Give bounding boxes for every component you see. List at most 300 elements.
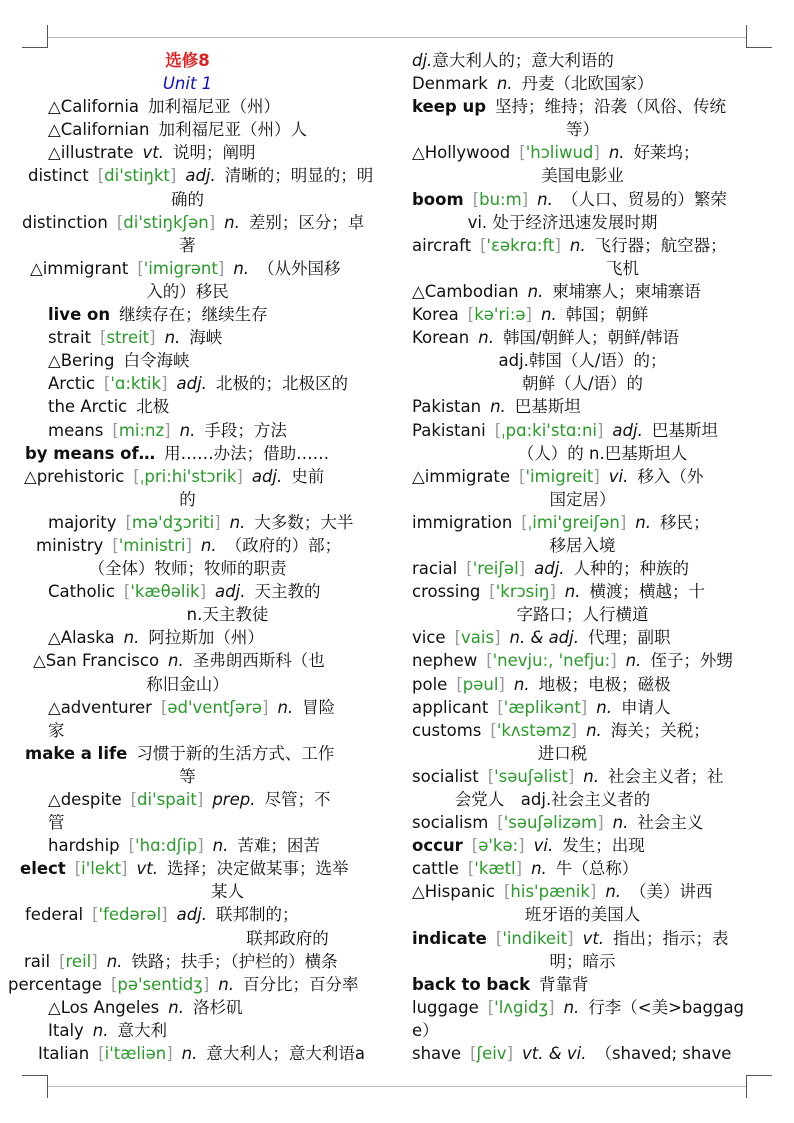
vocab-entry: [410, 649, 755, 672]
definition: 意大利: [117, 1020, 167, 1040]
definition: 加利福尼亚（州）: [148, 97, 281, 117]
part-of-speech: n.: [635, 512, 651, 532]
part-of-speech: n.: [605, 882, 622, 902]
definition: 史前: [291, 466, 325, 486]
definition: 阿拉斯加（州）: [148, 628, 264, 648]
part-of-speech: n.: [583, 766, 599, 786]
vocab-entry: [410, 188, 755, 234]
entry-line: [410, 834, 755, 857]
definition: 百分比；百分率: [242, 974, 359, 994]
part-of-speech: adj.: [534, 559, 565, 579]
headword: △immigrant: [30, 258, 129, 278]
headword: elect: [20, 859, 66, 879]
entry-line: [0, 1042, 375, 1065]
part-of-speech: n.: [625, 651, 642, 671]
vocab-entry: [0, 834, 375, 857]
entry-line: [410, 973, 755, 996]
headword: majority: [48, 512, 117, 532]
entry-line: [0, 465, 375, 488]
headword: percentage: [8, 974, 102, 994]
definition: 海峡: [189, 328, 223, 348]
definition-continuation: e）: [412, 1020, 439, 1040]
unit-title: Unit 1: [162, 74, 213, 94]
part-of-speech: adj.: [176, 374, 207, 394]
headword: socialist: [412, 766, 479, 786]
entry-line: [0, 857, 375, 880]
entry-line: [0, 303, 375, 326]
definition: 代理；副职: [588, 628, 671, 648]
definition-continuation: 移居入境: [549, 535, 616, 555]
definition: 巴基斯坦: [651, 420, 718, 440]
part-of-speech: n.: [168, 997, 184, 1017]
phonetic: [ 'fedərəl ]: [92, 905, 168, 924]
part-of-speech: n.: [612, 813, 629, 833]
vocab-entry: [0, 788, 375, 834]
definition: （美）讲西: [630, 882, 713, 902]
part-of-speech: n.: [224, 212, 240, 232]
phonetic: [ i'tæliən ]: [98, 1044, 172, 1063]
vocab-entry: [410, 765, 755, 811]
headword: hardship: [48, 836, 120, 856]
definition: 选择；决定做某事；选举: [166, 859, 349, 879]
definition: 好莱坞；: [633, 143, 700, 163]
entry-line: [0, 996, 375, 1019]
vocab-entry: [410, 673, 755, 696]
phonetic: [ vais ]: [455, 628, 501, 647]
vocab-entry: [0, 903, 375, 949]
entry-line: [0, 580, 375, 603]
part-of-speech: n.: [200, 535, 217, 555]
phonetic: [ reil ]: [59, 952, 98, 971]
vocab-entry: [0, 649, 375, 695]
part-of-speech: n.: [496, 74, 513, 94]
crop-mark-tl-h: [22, 47, 48, 48]
phonetic: [ 'kætl ]: [468, 859, 522, 878]
phonetic: [ ˌimi'greiʃən ]: [521, 513, 626, 532]
definition: 意大利人的；意大利语的: [432, 51, 614, 70]
volume-title: 选修8: [165, 51, 210, 70]
vocab-entry: [410, 557, 755, 580]
entry-line: [410, 303, 755, 326]
definition: 苦难；困苦: [237, 836, 320, 856]
entry-line: [0, 626, 375, 649]
vocab-entry: [0, 326, 375, 349]
phonetic: [ i'lekt ]: [75, 859, 128, 878]
entry-line: [0, 973, 375, 996]
headword: △Cambodian: [412, 281, 519, 301]
headword: live on: [48, 305, 111, 325]
entry-line: [0, 211, 375, 234]
definition: 说明；阐明: [172, 143, 256, 163]
headword: △San Francisco: [33, 651, 160, 671]
headword: △immigrate: [412, 466, 510, 486]
crop-mark-bl: [47, 1075, 48, 1098]
crop-mark-br-h: [746, 1075, 772, 1076]
phonetic: [ mi:nz ]: [112, 421, 170, 440]
definition: 差别；区分；卓: [248, 212, 365, 232]
headword: rail: [24, 951, 51, 971]
vocab-entry: [0, 696, 375, 742]
headword: Denmark: [412, 74, 488, 94]
headword: △prehistoric: [24, 466, 125, 486]
phonetic: [ 'ɛəkrɑ:ft ]: [480, 236, 561, 255]
phonetic: [ streit ]: [100, 328, 156, 347]
crop-mark-tr: [746, 25, 747, 48]
part-of-speech: n.: [569, 235, 586, 255]
headword: Catholic: [48, 582, 115, 602]
phonetic: [ 'kæθəlik ]: [124, 582, 206, 601]
headword: crossing: [412, 582, 481, 602]
definition: 北极的；北极区的: [215, 374, 348, 394]
vocab-entry: [410, 234, 755, 280]
vocab-entry: [410, 626, 755, 649]
vocab-entry: [0, 257, 375, 303]
entry-line: [0, 696, 375, 719]
phonetic: [ əd'ventʃərə ]: [161, 698, 269, 717]
definition: 海关；关税；: [610, 720, 710, 740]
headword: Pakistani: [412, 420, 486, 440]
definition-continuation: 等: [179, 766, 196, 786]
headword: △Hispanic: [412, 882, 495, 902]
vocab-entry: [0, 626, 375, 649]
entry-line: [0, 950, 375, 973]
phonetic: [ 'imigreit ]: [519, 467, 600, 486]
headword: △California: [48, 97, 140, 117]
part-of-speech: n.: [537, 189, 553, 209]
headword: aircraft: [412, 235, 472, 255]
phonetic: [ 'səuʃəlist ]: [488, 767, 575, 786]
headword: Arctic: [48, 374, 95, 394]
entry-line: [0, 742, 375, 765]
headword: customs: [412, 720, 482, 740]
definition-continuation: 飞机: [606, 258, 639, 278]
entry-line: [0, 534, 375, 557]
definition: 洛杉矶: [192, 997, 243, 1017]
definition: 丹麦（北欧国家）: [521, 74, 654, 94]
part-of-speech: n.: [212, 836, 229, 856]
definition: 联邦制的；: [216, 905, 299, 925]
headword: keep up: [412, 97, 487, 117]
vocab-entry: [0, 1042, 375, 1065]
definition: 手段；方法: [204, 420, 287, 440]
definition-continuation: 明；暗示: [549, 951, 616, 971]
phonetic: [ 'reiʃəl ]: [466, 559, 525, 578]
phonetic: [ 'kʌstəmz ]: [490, 721, 577, 740]
headword: △Los Angeles: [48, 997, 160, 1017]
phonetic: [ di'spait ]: [131, 790, 204, 809]
part-of-speech: n.: [181, 1044, 198, 1064]
entry-line: [0, 903, 375, 926]
entry-line: [0, 1019, 375, 1042]
headword: immigration: [412, 512, 513, 532]
entry-line: [410, 280, 755, 303]
vocab-entry: [410, 465, 755, 511]
entry-line: [410, 626, 755, 649]
vocab-entry: [410, 395, 755, 418]
vocab-entry: [410, 719, 755, 765]
entry-line: [410, 857, 755, 880]
entry-line: [0, 95, 375, 118]
definition-continuation: 国定居）: [549, 489, 616, 509]
headword: boom: [412, 189, 464, 209]
vocab-entry: [0, 996, 375, 1019]
part-of-speech: n.: [218, 974, 234, 994]
entry-line: [0, 834, 375, 857]
phonetic: [ pəul ]: [456, 675, 505, 694]
headword: △illustrate: [48, 143, 134, 163]
definition: 用……办法；借助……: [164, 443, 330, 463]
definition: 行李（<美>baggag: [588, 997, 745, 1017]
definition-continuation: 朝鲜（人/语）的: [521, 374, 644, 394]
vocab-entry: [410, 419, 755, 465]
definition: 人种的；种族的: [573, 559, 690, 579]
entry-line: [410, 580, 755, 603]
vocab-entry: [0, 1019, 375, 1042]
part-of-speech: n.: [531, 859, 547, 879]
entry-line: [410, 927, 755, 950]
entry-line: [410, 141, 755, 164]
vocab-entry: [410, 141, 755, 187]
phonetic: [ bu:m ]: [473, 190, 528, 209]
part-of-speech: n.: [229, 512, 246, 532]
entry-line: [410, 1042, 755, 1065]
phonetic: [ ˌpri:hi'stɔrik ]: [133, 467, 242, 486]
headword: distinction: [22, 212, 108, 232]
headword: △adventurer: [48, 697, 152, 717]
headword: △despite: [48, 790, 122, 809]
vocab-entry: [0, 857, 375, 903]
vocab-entry: [410, 580, 755, 626]
part-of-speech: n.: [106, 951, 123, 971]
vocab-entry: [0, 211, 375, 257]
vocab-entry: [0, 465, 375, 511]
vocab-entry: [410, 511, 755, 557]
definition: 白令海峡: [123, 351, 190, 371]
phonetic: [ pə'sentidʒ ]: [111, 975, 209, 994]
entry-line: [0, 164, 375, 187]
entry-line: [410, 465, 755, 488]
entry-line: [410, 511, 755, 534]
vocab-entry: [410, 927, 755, 973]
part-of-speech: n.: [233, 258, 250, 278]
headword: the Arctic: [48, 397, 128, 417]
headword: nephew: [412, 651, 478, 671]
vocab-entry: [410, 973, 755, 996]
part-of-speech: n.: [179, 420, 196, 440]
vocab-entry: [0, 419, 375, 442]
part-of-speech: n.: [277, 697, 294, 717]
vocab-entry: [0, 372, 375, 395]
entry-line: [410, 326, 755, 349]
right-column: [410, 49, 755, 1065]
entry-line: [410, 649, 755, 672]
entry-line: [0, 649, 375, 672]
definition-continuation: 进口税: [537, 743, 588, 763]
part-of-speech: n. & adj.: [509, 628, 579, 648]
phonetic: [ ˌpɑ:ki'stɑ:ni ]: [495, 421, 604, 440]
definition-continuation: n.天主教徒: [186, 605, 269, 625]
vocab-entry: [0, 511, 375, 534]
phonetic: [ 'səuʃəlizəm ]: [497, 813, 603, 832]
headword: Pakistan: [412, 397, 482, 417]
definition: 坚持；维持；沿袭（风俗、传统: [495, 97, 727, 117]
part-of-speech: vt.: [142, 143, 164, 163]
definition-continuation: 联邦政府的: [246, 928, 329, 948]
entry-line: [410, 188, 755, 211]
headword: distinct: [28, 166, 89, 186]
vocab-entry: [410, 996, 755, 1042]
definition-continuation: adj.韩国（人/语）的；: [498, 351, 667, 371]
part-of-speech: adj.: [612, 420, 643, 440]
entry-line: [0, 257, 375, 280]
phonetic: [ 'hɑ:dʃip ]: [129, 836, 204, 855]
entry-line: [410, 419, 755, 442]
phonetic: [ 'ɑ:ktik ]: [104, 374, 168, 393]
definition: 习惯于新的生活方式、工作: [136, 743, 335, 763]
part-of-speech: vt.: [582, 928, 605, 948]
definition: 尽管；不: [264, 790, 331, 809]
definition: 大多数；大半: [254, 512, 354, 532]
vocab-entry: [410, 696, 755, 719]
part-of-speech: n.: [540, 305, 557, 325]
definition: 天主教的: [254, 582, 321, 602]
part-of-speech: vt. & vi.: [522, 1044, 587, 1064]
vocab-entry: [410, 834, 755, 857]
definition-continuation: 某人: [211, 882, 244, 902]
definition: 铁路；扶手；（护栏的）横条: [131, 951, 338, 971]
entry-line: [410, 696, 755, 719]
phonetic: [ 'æplikənt ]: [497, 698, 587, 717]
bottom-rule: [48, 1086, 746, 1087]
definition: 圣弗朗西斯科（也: [192, 651, 325, 671]
definition: 巴基斯坦: [514, 397, 581, 417]
vocab-entry: [0, 950, 375, 973]
phonetic: [ 'krɔsiŋ ]: [489, 582, 555, 601]
entry-line: [0, 326, 375, 349]
definition: 地极；电极；磁极: [538, 674, 671, 694]
definition: 继续存在；继续生存: [119, 305, 268, 325]
definition-continuation: 班牙语的美国人: [524, 905, 641, 925]
headword: socialism: [412, 813, 489, 833]
entry-line: [0, 511, 375, 534]
entry-line: [0, 395, 375, 418]
top-rule: [48, 37, 746, 38]
part-of-speech: vi.: [608, 466, 629, 486]
headword: occur: [412, 836, 463, 856]
definition: 牛（总称）: [555, 859, 639, 879]
part-of-speech: n.: [164, 328, 181, 348]
headword: indicate: [412, 928, 487, 948]
crop-mark-tl: [47, 25, 48, 48]
vocab-entry: [0, 534, 375, 580]
headword: △Alaska: [48, 628, 115, 648]
headword: federal: [25, 905, 84, 925]
part-of-speech: prep.: [212, 790, 256, 809]
entry-line: [410, 719, 755, 742]
vocab-entry: [0, 395, 375, 418]
entry-line: [410, 811, 755, 834]
vocab-entry: [0, 973, 375, 996]
headword: Korean: [412, 328, 470, 348]
vocab-entry: [0, 580, 375, 626]
vocab-entry: [410, 280, 755, 303]
definition: 意大利人；意大利语a: [206, 1044, 365, 1064]
entry-line: [0, 141, 375, 164]
part-of-speech: dj.: [412, 51, 433, 70]
entry-line: [410, 765, 755, 788]
part-of-speech: adj.: [185, 166, 216, 186]
headword: Korea: [412, 305, 459, 325]
definition: 冒险: [302, 697, 336, 717]
definition-continuation: （人）的 n.巴基斯坦人: [517, 443, 688, 463]
vocab-entry: [0, 303, 375, 326]
part-of-speech: n.: [513, 674, 530, 694]
part-of-speech: n.: [527, 281, 544, 301]
definition-continuation: 著: [179, 235, 196, 255]
phonetic: [ 'lʌgidʒ ]: [488, 998, 555, 1017]
vocab-entry: [410, 326, 755, 395]
crop-mark-bl-h: [22, 1075, 48, 1076]
vocab-entry: [0, 742, 375, 788]
part-of-speech: adj.: [176, 905, 208, 925]
headword: strait: [48, 328, 92, 348]
left-column: [0, 49, 375, 1065]
definition: 飞行器；航空器；: [594, 235, 727, 255]
definition: 清晰的；明显的；明: [224, 166, 374, 186]
entry-line: [410, 996, 755, 1019]
definition: 柬埔寨人；柬埔寨语: [552, 281, 701, 301]
definition: 申请人: [620, 697, 671, 717]
headword: Italian: [38, 1044, 90, 1064]
part-of-speech: n.: [608, 143, 625, 163]
definition: 韩国；朝鲜: [565, 305, 649, 325]
entry-line: [410, 95, 755, 118]
entry-line: [0, 442, 375, 465]
definition: 移入（外: [637, 466, 704, 486]
phonetic: [ 'nevju:, 'nefju: ]: [486, 651, 616, 670]
entry-line: [410, 673, 755, 696]
definition-continuation: （全体）牧师；牧师的职责: [88, 559, 287, 579]
entry-line: [0, 118, 375, 141]
entry-line: [410, 72, 755, 95]
definition-continuation: 家: [48, 720, 65, 740]
part-of-speech: vt.: [136, 859, 158, 879]
headword: by means of…: [25, 443, 156, 463]
entry-line: [410, 234, 755, 257]
definition: 社会主义者；社: [607, 766, 724, 786]
definition-continuation: 管: [48, 813, 65, 833]
phonetic: [ di'stiŋkʃən ]: [117, 213, 215, 232]
part-of-speech: n.: [92, 1020, 109, 1040]
part-of-speech: adj.: [251, 466, 283, 486]
part-of-speech: n.: [564, 582, 581, 602]
part-of-speech: vi.: [533, 836, 554, 856]
entry-line: [0, 788, 375, 811]
definition: 侄子；外甥: [650, 651, 733, 671]
definition-continuation: 的: [179, 489, 196, 509]
definition: 加利福尼亚（州）人: [158, 120, 307, 140]
definition-continuation: 称旧金山）: [146, 674, 229, 694]
definition: 移民；: [659, 512, 710, 532]
part-of-speech: n.: [123, 628, 140, 648]
definition: 横渡；横越；十: [589, 582, 705, 602]
headword: ministry: [36, 535, 104, 555]
part-of-speech: n.: [586, 720, 602, 740]
part-of-speech: n.: [596, 697, 612, 717]
part-of-speech: n.: [168, 651, 184, 671]
phonetic: [ 'hɔliwud ]: [519, 143, 600, 162]
headword: shave: [412, 1044, 462, 1064]
